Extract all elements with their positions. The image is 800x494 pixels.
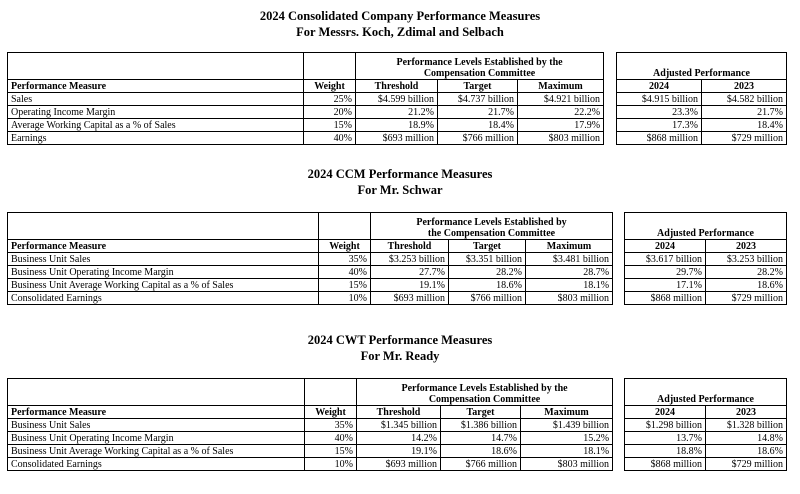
target-cell: $766 million <box>438 132 518 145</box>
col-header-weight: Weight <box>305 406 357 419</box>
y1-cell: $4.915 billion <box>617 93 702 106</box>
table-row <box>625 445 787 458</box>
table-row <box>8 266 613 279</box>
maximum-cell: 22.2% <box>518 106 604 119</box>
y1-cell: 17.1% <box>625 279 706 292</box>
section-cwt <box>0 326 800 494</box>
weight-cell: 40% <box>305 432 357 445</box>
maximum-cell: 15.2% <box>521 432 613 445</box>
threshold-cell: 14.2% <box>357 432 441 445</box>
table-row <box>625 266 787 279</box>
table-row <box>625 458 787 471</box>
maximum-cell: $803 million <box>518 132 604 145</box>
section-title <box>0 166 800 198</box>
weight-cell: 40% <box>319 266 371 279</box>
threshold-cell: 21.2% <box>356 106 438 119</box>
target-cell: 14.7% <box>441 432 521 445</box>
col-header-2024: 2024 <box>617 80 702 93</box>
table-row <box>625 279 787 292</box>
table-row <box>8 432 613 445</box>
header-spacer <box>305 379 357 406</box>
target-cell: 21.7% <box>438 106 518 119</box>
threshold-cell: 19.1% <box>357 445 441 458</box>
y1-cell: 18.8% <box>625 445 706 458</box>
section-title-line2: For Mr. Ready <box>360 349 440 363</box>
table-row <box>8 419 613 432</box>
y2-cell: 18.6% <box>706 279 787 292</box>
col-header-threshold: Threshold <box>356 80 438 93</box>
col-header-maximum: Maximum <box>518 80 604 93</box>
measure-cell: Average Working Capital as a % of Sales <box>8 119 304 132</box>
table-row <box>625 253 787 266</box>
col-header-maximum: Maximum <box>526 240 613 253</box>
section-title-line1: 2024 Consolidated Company Performance Measures <box>259 9 541 23</box>
target-cell: $3.351 billion <box>449 253 526 266</box>
threshold-cell: $693 million <box>371 292 449 305</box>
maximum-cell: $803 million <box>526 292 613 305</box>
y1-cell: $1.298 billion <box>625 419 706 432</box>
maximum-cell: 18.1% <box>521 445 613 458</box>
adjusted-header: Adjusted Performance <box>617 53 787 80</box>
header-spacer <box>8 379 305 406</box>
y1-cell: $868 million <box>617 132 702 145</box>
threshold-cell: $693 million <box>356 132 438 145</box>
y1-cell: $868 million <box>625 458 706 471</box>
weight-cell: 15% <box>319 279 371 292</box>
y2-cell: 28.2% <box>706 266 787 279</box>
y2-cell: $729 million <box>706 292 787 305</box>
threshold-cell: 19.1% <box>371 279 449 292</box>
target-cell: $1.386 billion <box>441 419 521 432</box>
adjusted-header: Adjusted Performance <box>625 379 787 406</box>
y1-cell: $3.617 billion <box>625 253 706 266</box>
group-header: Performance Levels Established by the Compensation Committee <box>357 379 613 406</box>
maximum-cell: 17.9% <box>518 119 604 132</box>
maximum-cell: $803 million <box>521 458 613 471</box>
section-ccm <box>0 160 800 325</box>
col-header-measure: Performance Measure <box>8 406 305 419</box>
y1-cell: 17.3% <box>617 119 702 132</box>
table-row <box>617 93 787 106</box>
target-cell: $4.737 billion <box>438 93 518 106</box>
maximum-cell: $1.439 billion <box>521 419 613 432</box>
table-row <box>625 432 787 445</box>
col-header-target: Target <box>441 406 521 419</box>
weight-cell: 25% <box>304 93 356 106</box>
measure-cell: Earnings <box>8 132 304 145</box>
measure-cell: Sales <box>8 93 304 106</box>
table-row <box>8 106 604 119</box>
table-row <box>617 106 787 119</box>
header-spacer <box>304 53 356 80</box>
group-header: Performance Levels Established by the Compensation Committee <box>371 213 613 240</box>
header-spacer <box>8 213 319 240</box>
table-row <box>8 132 604 145</box>
col-header-2023: 2023 <box>706 406 787 419</box>
threshold-cell: $3.253 billion <box>371 253 449 266</box>
measure-cell: Business Unit Average Working Capital as a % of Sales <box>8 445 305 458</box>
performance-levels-table <box>7 378 613 471</box>
table-row <box>625 292 787 305</box>
section-consolidated <box>0 0 800 160</box>
col-header-threshold: Threshold <box>371 240 449 253</box>
col-header-target: Target <box>449 240 526 253</box>
section-title <box>0 332 800 364</box>
weight-cell: 10% <box>319 292 371 305</box>
col-header-2023: 2023 <box>706 240 787 253</box>
y2-cell: 14.8% <box>706 432 787 445</box>
threshold-cell: $1.345 billion <box>357 419 441 432</box>
adjusted-performance-table <box>616 52 787 145</box>
table-row <box>625 419 787 432</box>
col-header-2024: 2024 <box>625 406 706 419</box>
y1-cell: 13.7% <box>625 432 706 445</box>
y2-cell: $1.328 billion <box>706 419 787 432</box>
section-title <box>0 8 800 40</box>
adjusted-performance-table <box>624 212 787 305</box>
table-row <box>617 132 787 145</box>
table-row <box>8 458 613 471</box>
maximum-cell: 28.7% <box>526 266 613 279</box>
col-header-measure: Performance Measure <box>8 240 319 253</box>
weight-cell: 35% <box>305 419 357 432</box>
adjusted-performance-table <box>624 378 787 471</box>
measure-cell: Consolidated Earnings <box>8 292 319 305</box>
measure-cell: Business Unit Average Working Capital as a % of Sales <box>8 279 319 292</box>
col-header-measure: Performance Measure <box>8 80 304 93</box>
table-row <box>8 279 613 292</box>
threshold-cell: $4.599 billion <box>356 93 438 106</box>
col-header-weight: Weight <box>304 80 356 93</box>
maximum-cell: 18.1% <box>526 279 613 292</box>
col-header-threshold: Threshold <box>357 406 441 419</box>
y2-cell: $4.582 billion <box>702 93 787 106</box>
table-row <box>8 93 604 106</box>
section-title-line2: For Mr. Schwar <box>357 183 443 197</box>
y2-cell: $3.253 billion <box>706 253 787 266</box>
y2-cell: 18.6% <box>706 445 787 458</box>
threshold-cell: 18.9% <box>356 119 438 132</box>
y1-cell: $868 million <box>625 292 706 305</box>
measure-cell: Business Unit Sales <box>8 419 305 432</box>
y2-cell: 18.4% <box>702 119 787 132</box>
target-cell: 18.4% <box>438 119 518 132</box>
section-title-line2: For Messrs. Koch, Zdimal and Selbach <box>296 25 504 39</box>
target-cell: $766 million <box>441 458 521 471</box>
group-header: Performance Levels Established by the Compensation Committee <box>356 53 604 80</box>
measure-cell: Operating Income Margin <box>8 106 304 119</box>
section-title-line1: 2024 CWT Performance Measures <box>307 333 493 347</box>
y2-cell: $729 million <box>706 458 787 471</box>
threshold-cell: $693 million <box>357 458 441 471</box>
measure-cell: Business Unit Operating Income Margin <box>8 432 305 445</box>
header-spacer <box>8 53 304 80</box>
adjusted-header: Adjusted Performance <box>625 213 787 240</box>
performance-levels-table <box>7 212 613 305</box>
weight-cell: 15% <box>304 119 356 132</box>
col-header-target: Target <box>438 80 518 93</box>
target-cell: 18.6% <box>449 279 526 292</box>
header-spacer <box>319 213 371 240</box>
table-row <box>8 445 613 458</box>
measure-cell: Business Unit Sales <box>8 253 319 266</box>
y1-cell: 23.3% <box>617 106 702 119</box>
table-row <box>617 119 787 132</box>
performance-levels-table <box>7 52 604 145</box>
table-row <box>8 253 613 266</box>
y2-cell: $729 million <box>702 132 787 145</box>
threshold-cell: 27.7% <box>371 266 449 279</box>
y1-cell: 29.7% <box>625 266 706 279</box>
section-title-line1: 2024 CCM Performance Measures <box>307 167 493 181</box>
target-cell: $766 million <box>449 292 526 305</box>
weight-cell: 10% <box>305 458 357 471</box>
target-cell: 18.6% <box>441 445 521 458</box>
weight-cell: 40% <box>304 132 356 145</box>
weight-cell: 35% <box>319 253 371 266</box>
y2-cell: 21.7% <box>702 106 787 119</box>
target-cell: 28.2% <box>449 266 526 279</box>
weight-cell: 20% <box>304 106 356 119</box>
table-row <box>8 119 604 132</box>
maximum-cell: $4.921 billion <box>518 93 604 106</box>
weight-cell: 15% <box>305 445 357 458</box>
col-header-2024: 2024 <box>625 240 706 253</box>
maximum-cell: $3.481 billion <box>526 253 613 266</box>
col-header-maximum: Maximum <box>521 406 613 419</box>
table-row <box>8 292 613 305</box>
col-header-2023: 2023 <box>702 80 787 93</box>
measure-cell: Business Unit Operating Income Margin <box>8 266 319 279</box>
col-header-weight: Weight <box>319 240 371 253</box>
measure-cell: Consolidated Earnings <box>8 458 305 471</box>
